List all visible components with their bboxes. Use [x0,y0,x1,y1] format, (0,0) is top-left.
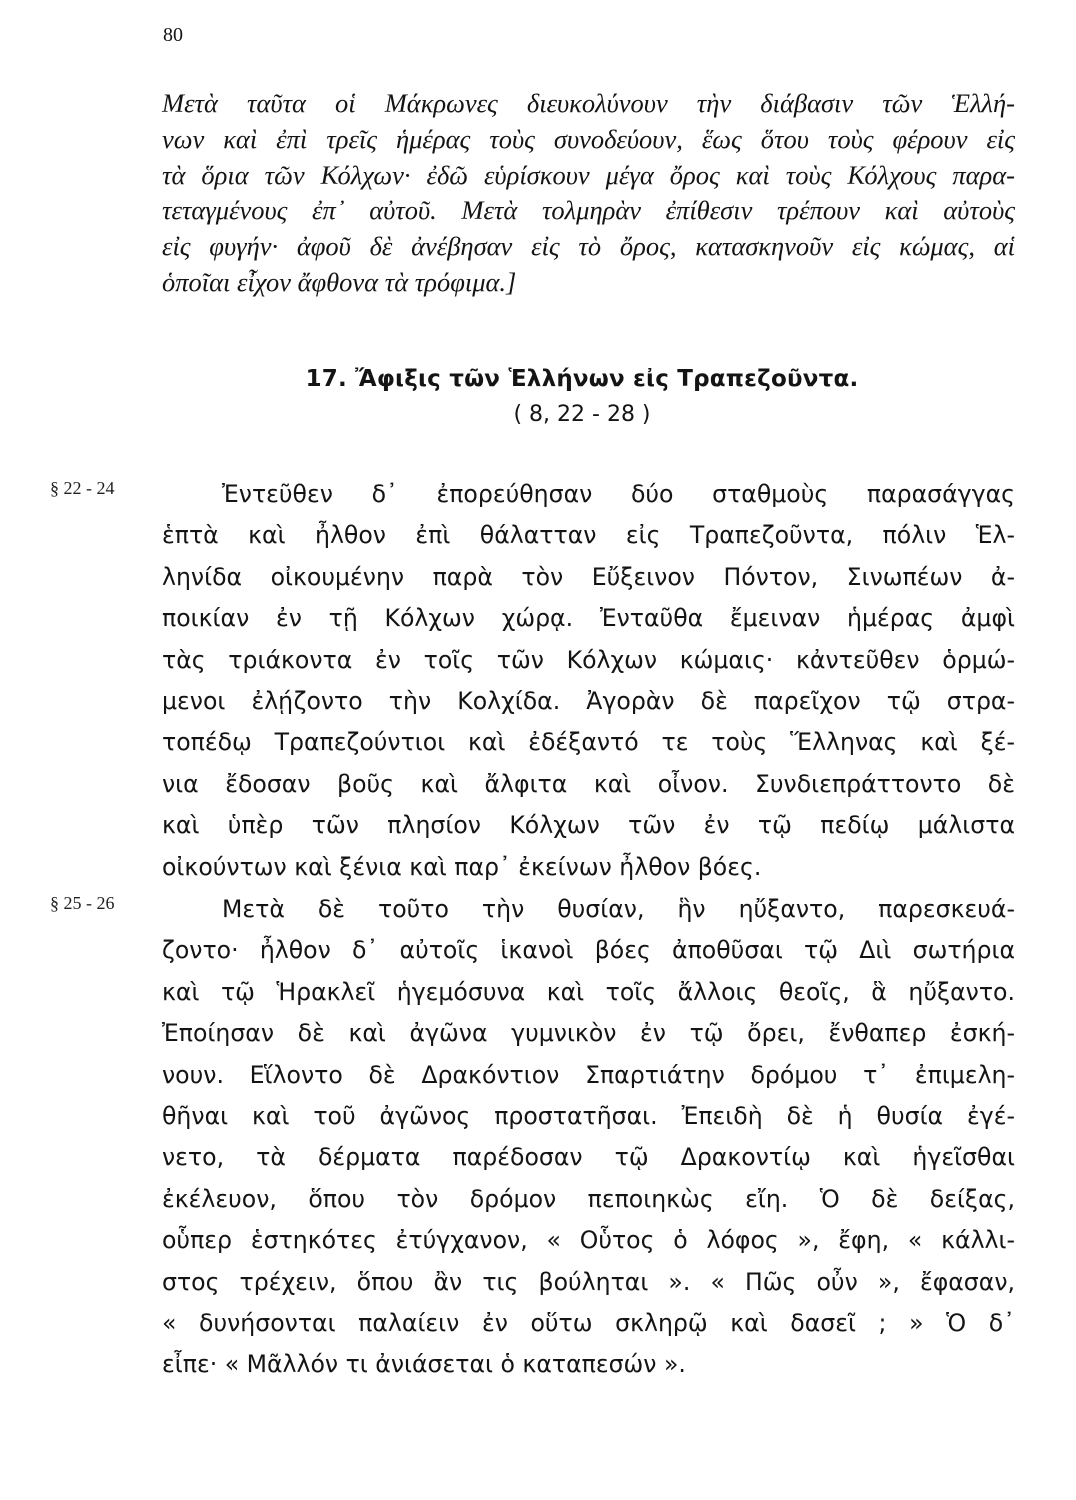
text-line: ποικίαν ἐν τῇ Κόλχων χώρᾳ. Ἐνταῦθα ἔμειναν ἡμέρας ἀμφὶ [162,604,1015,633]
text-line: Ἐποίησαν δὲ καὶ ἀγῶνα γυμνικὸν ἐν τῷ ὄρει, ἔνθαπερ ἐσκή- [162,1019,1015,1048]
text-line: οὗπερ ἑστηκότες ἐτύγχανον, « Οὗτος ὁ λόφος », ἔφη, « κάλλι- [162,1226,1015,1255]
text-line: « δυνήσονται παλαίειν ἐν οὕτω σκληρῷ καὶ δασεῖ ; » Ὁ δ᾽ [162,1308,1015,1337]
text-line: καὶ τῷ Ἡρακλεῖ ἡγεμόσυνα καὶ τοῖς ἄλλοις θεοῖς, ἃ ηὔξαντο. [162,977,1015,1006]
chapter-title: 17. Ἄφιξις τῶν Ἑλλήνων εἰς Τραπεζοῦντα. [305,366,859,392]
text-line: ἐκέλευον, ὅπου τὸν δρόμον πεποιηκὼς εἴη. Ὁ δὲ δείξας, [162,1184,1015,1213]
chapter-reference: ( 8, 22 - 28 ) [513,402,651,427]
section-marker: § 25 - 26 [50,893,115,913]
section-marker: § 22 - 24 [50,478,115,498]
page-number: 80 [163,24,183,46]
text-line: ἑπτὰ καὶ ἦλθον ἐπὶ θάλατταν εἰς Τραπεζοῦντα, πόλιν Ἑλ- [162,521,1015,550]
summary-line: Μετὰ ταῦτα οἱ Μάκρωνες διευκολύνουν τὴν διάβασιν τῶν Ἑλλή- [162,88,1015,118]
summary-line: νων καὶ ἐπὶ τρεῖς ἡμέρας τοὺς συνοδεύουν, ἕως ὅτου τοὺς φέρουν εἰς [162,123,1015,154]
text-line: νουν. Εἵλοντο δὲ Δρακόντιον Σπαρτιάτην δρόμου τ᾽ ἐπιμελη- [162,1060,1015,1089]
text-line: μενοι ἐλῄζοντο τὴν Κολχίδα. Ἀγορὰν δὲ παρεῖχον τῷ στρα- [162,686,1015,715]
text-line: καὶ ὑπὲρ τῶν πλησίον Κόλχων τῶν ἐν τῷ πεδίῳ μάλιστα [162,811,1015,840]
text-line: οἰκούντων καὶ ξένια καὶ παρ᾽ ἐκείνων ἦλθον βόες. [162,852,762,881]
summary-line: ὁποῖαι εἶχον ἄφθονα τὰ τρόφιμα.] [162,266,517,297]
summary-line: τεταγμένους ἐπ᾽ αὐτοῦ. Μετὰ τολμηρὰν ἐπίθεσιν τρέπουν καὶ αὐτοὺς [162,195,1015,226]
text-line: νετο, τὰ δέρματα παρέδοσαν τῷ Δρακοντίῳ καὶ ἡγεῖσθαι [162,1143,1015,1172]
text-line: θῆναι καὶ τοῦ ἀγῶνος προστατῆσαι. Ἐπειδὴ δὲ ἡ θυσία ἐγέ- [162,1101,1015,1130]
summary-line: τὰ ὅρια τῶν Κόλχων· ἐδῶ εὑρίσκουν μέγα ὄρος καὶ τοὺς Κόλχους παρα- [162,159,1015,190]
text-line: τὰς τριάκοντα ἐν τοῖς τῶν Κόλχων κώμαις· κἀντεῦθεν ὁρμώ- [162,645,1015,674]
text-line: εἶπε· « Μᾶλλόν τι ἀνιάσεται ὁ καταπεσών ». [162,1350,686,1379]
text-line: στος τρέχειν, ὅπου ἂν τις βούληται ». « Πῶς οὖν », ἔφασαν, [162,1267,1015,1296]
summary-line: εἰς φυγήν· ἀφοῦ δὲ ἀνέβησαν εἰς τὸ ὄρος, κατασκηνοῦν εἰς κώμας, αἱ [162,231,1015,262]
text-line: ληνίδα οἰκουμένην παρὰ τὸν Εὔξεινον Πόντον, Σινωπέων ἀ- [162,562,1015,591]
text-line: νια ἔδοσαν βοῦς καὶ ἄλφιτα καὶ οἶνον. Συνδιεπράττοντο δὲ [162,769,1015,798]
text-line: ζοντο· ἦλθον δ᾽ αὐτοῖς ἱκανοὶ βόες ἀποθῦσαι τῷ Διὶ σωτήρια [162,936,1015,965]
greek-text-paragraph [162,474,1015,888]
greek-text-paragraph [162,889,1015,1386]
summary-paragraph [162,86,1015,301]
text-line: Ἐντεῦθεν δ᾽ ἐπορεύθησαν δύο σταθμοὺς παρασάγγας [222,480,1015,508]
text-line: τοπέδῳ Τραπεζούντιοι καὶ ἐδέξαντό τε τοὺς Ἕλληνας καὶ ξέ- [162,728,1015,757]
text-line: Μετὰ δὲ τοῦτο τὴν θυσίαν, ἣν ηὔξαντο, παρεσκευά- [222,895,1015,923]
